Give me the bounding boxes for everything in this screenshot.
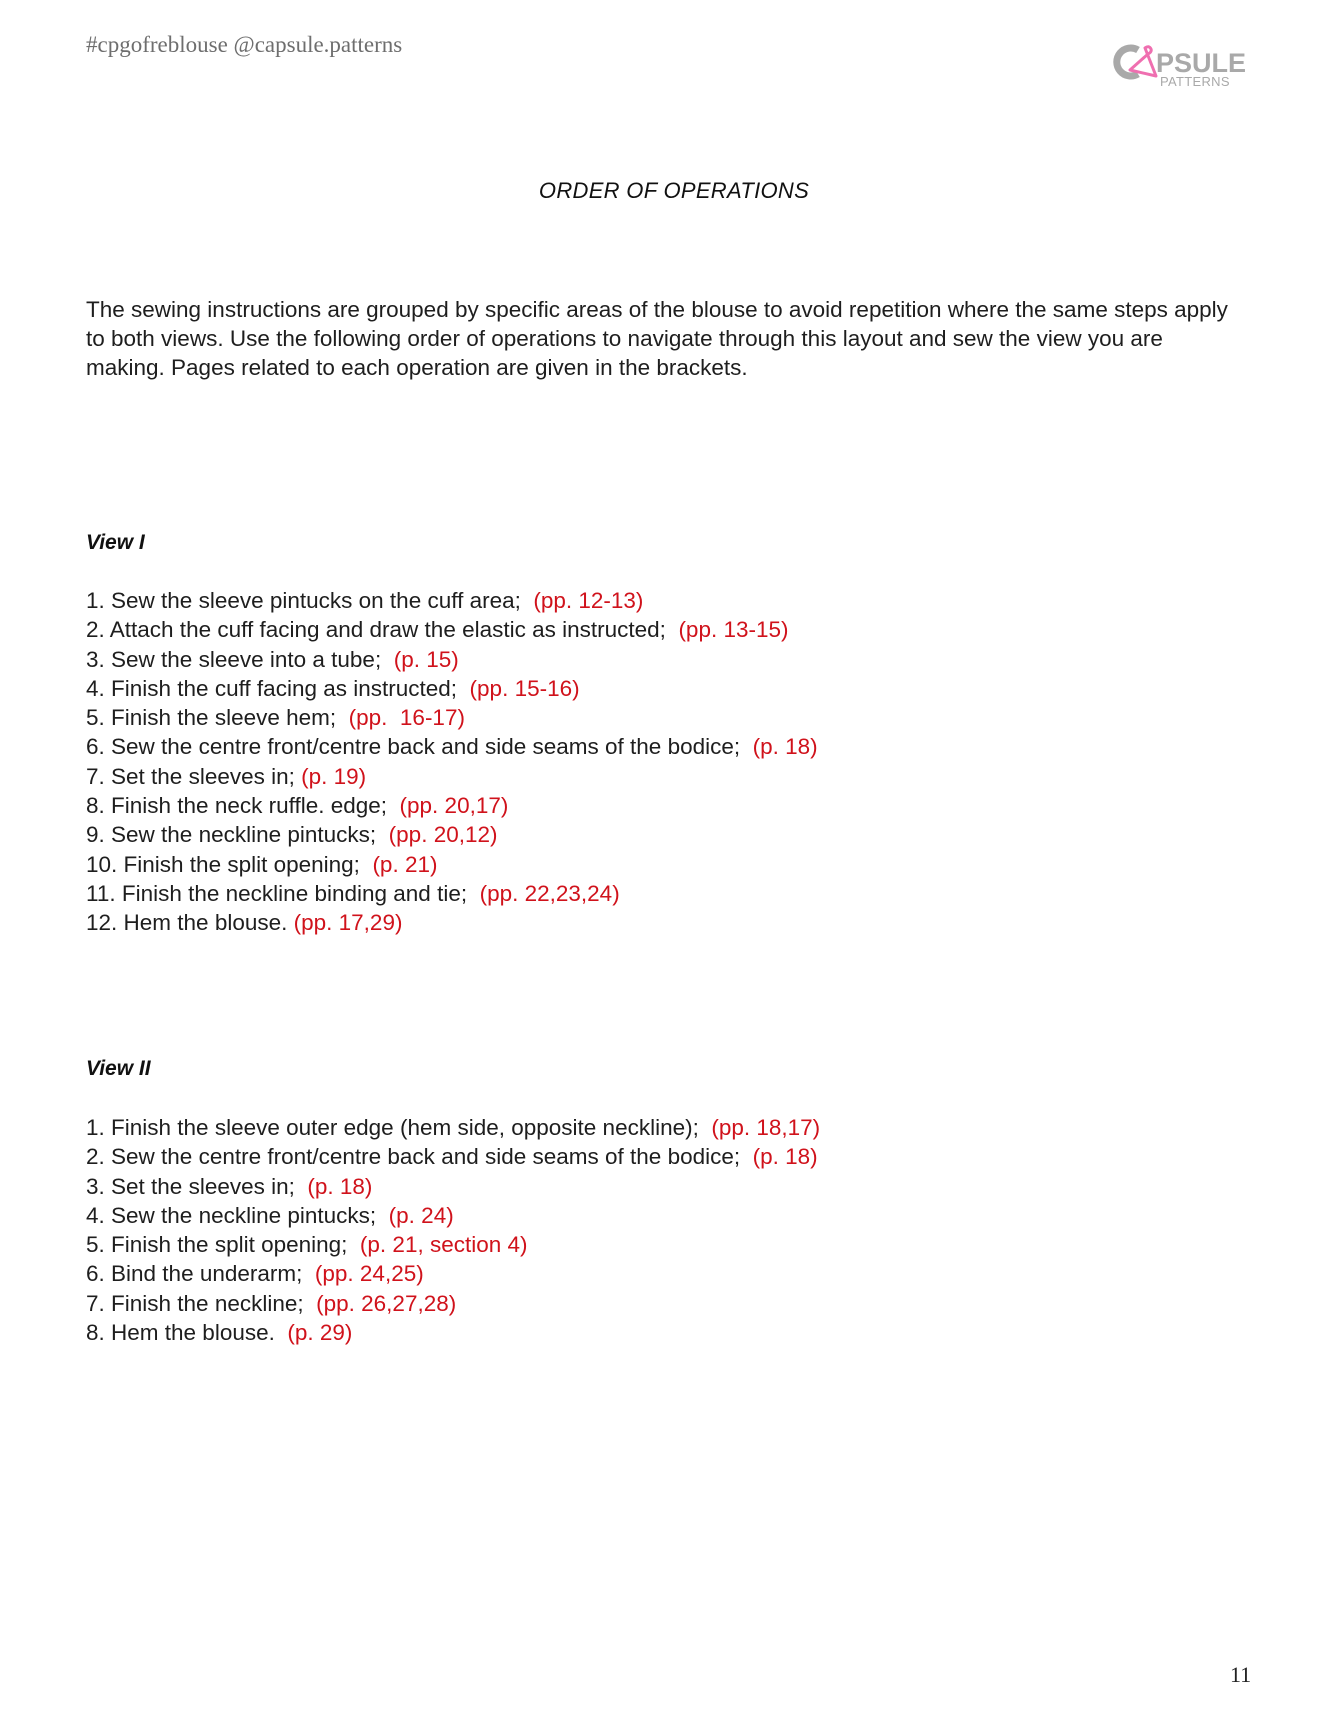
view-1-heading: View I [86, 531, 145, 554]
page-reference: (pp. 20,12) [388, 822, 498, 848]
step-item [86, 674, 818, 703]
step-text: 7. Set the sleeves in; [86, 763, 302, 789]
page-reference: (p. 24) [388, 1202, 454, 1228]
step-item [86, 1113, 820, 1142]
step-text: 10. Finish the split opening; [86, 851, 373, 877]
step-item [86, 645, 818, 674]
page-reference: (pp. 15-16) [469, 675, 580, 701]
page-reference: (p. 18) [752, 734, 818, 760]
step-item [86, 703, 818, 732]
hashtag-header: #cpgofreblouse @capsule.patterns [86, 32, 403, 57]
capsule-patterns-logo-graphic [1112, 42, 1262, 90]
step-text: 4. Finish the cuff facing as instructed; [86, 675, 470, 701]
page-reference: (pp. 17,29) [293, 910, 403, 936]
view-2-heading: View II [86, 1057, 151, 1080]
step-text: 1. Sew the sleeve pintucks on the cuff area; [86, 588, 534, 613]
view-2-steps [86, 1113, 820, 1347]
step-item [86, 762, 818, 791]
step-item [86, 908, 818, 937]
page-reference: (p. 15) [393, 646, 459, 672]
step-text: 5. Finish the sleeve hem; [86, 705, 349, 731]
view-1-steps [86, 586, 818, 938]
page-reference: (p. 21, section 4) [359, 1232, 528, 1258]
page-reference: (pp. 13-15) [678, 617, 789, 643]
page-reference: (pp. 20,17) [399, 793, 509, 819]
logo-text-sub: PATTERNS [1160, 74, 1230, 89]
intro-paragraph: The sewing instructions are grouped by specific areas of the blouse to avoid repetition where the same steps apply to both views. Use the following order of operations to navigate through this layout and sew the view you are making. Pages related to each operation are given in the brackets. [86, 297, 1228, 380]
step-text: 5. Finish the split opening; [86, 1232, 360, 1258]
step-item [86, 586, 818, 615]
page-reference: (pp. 16-17) [348, 705, 465, 731]
step-text: 1. Finish the sleeve outer edge (hem side, opposite neckline); [86, 1115, 712, 1140]
step-text: 9. Sew the neckline pintucks; [86, 822, 389, 848]
step-text: 6. Sew the centre front/centre back and side seams of the bodice; [86, 734, 753, 760]
step-item [86, 1142, 820, 1171]
step-item [86, 1201, 820, 1230]
step-text: 8. Hem the blouse. [86, 1320, 288, 1346]
step-item [86, 791, 818, 820]
step-text: 4. Sew the neckline pintucks; [86, 1202, 389, 1228]
page-reference: (pp. 26,27,28) [316, 1290, 457, 1316]
page-reference: (p. 19) [301, 763, 367, 789]
step-text: 2. Attach the cuff facing and draw the elastic as instructed; [86, 617, 679, 643]
step-item [86, 1289, 820, 1318]
page-reference: (pp. 12-13) [533, 588, 644, 613]
page-reference: (pp. 22,23,24) [479, 880, 620, 906]
page-reference: (p. 21) [372, 851, 438, 877]
step-item [86, 1230, 820, 1259]
page-number: 11 [1230, 1662, 1252, 1687]
step-item [86, 1172, 820, 1201]
page-reference: (p. 18) [307, 1173, 373, 1199]
step-item [86, 879, 818, 908]
step-text: 8. Finish the neck ruffle. edge; [86, 793, 400, 819]
page-reference: (p. 18) [752, 1144, 818, 1170]
step-text: 2. Sew the centre front/centre back and side seams of the bodice; [86, 1144, 753, 1170]
page-reference: (pp. 24,25) [314, 1261, 424, 1287]
step-text: 3. Sew the sleeve into a tube; [86, 646, 394, 672]
step-item [86, 732, 818, 761]
logo-text-main: PSULE [1156, 48, 1247, 78]
step-text: 7. Finish the neckline; [86, 1290, 317, 1316]
capsule-patterns-logo [1112, 42, 1262, 90]
step-item [86, 615, 818, 644]
step-item [86, 1259, 820, 1288]
page-reference: (p. 29) [287, 1320, 353, 1346]
step-text: 12. Hem the blouse. [86, 910, 294, 936]
step-text: 3. Set the sleeves in; [86, 1173, 308, 1199]
step-item [86, 850, 818, 879]
page-title: ORDER OF OPERATIONS [538, 178, 810, 203]
step-text: 11. Finish the neckline binding and tie; [86, 880, 480, 906]
step-item [86, 820, 818, 849]
step-item [86, 1318, 820, 1347]
step-text: 6. Bind the underarm; [86, 1261, 315, 1287]
page-reference: (pp. 18,17) [711, 1115, 821, 1140]
